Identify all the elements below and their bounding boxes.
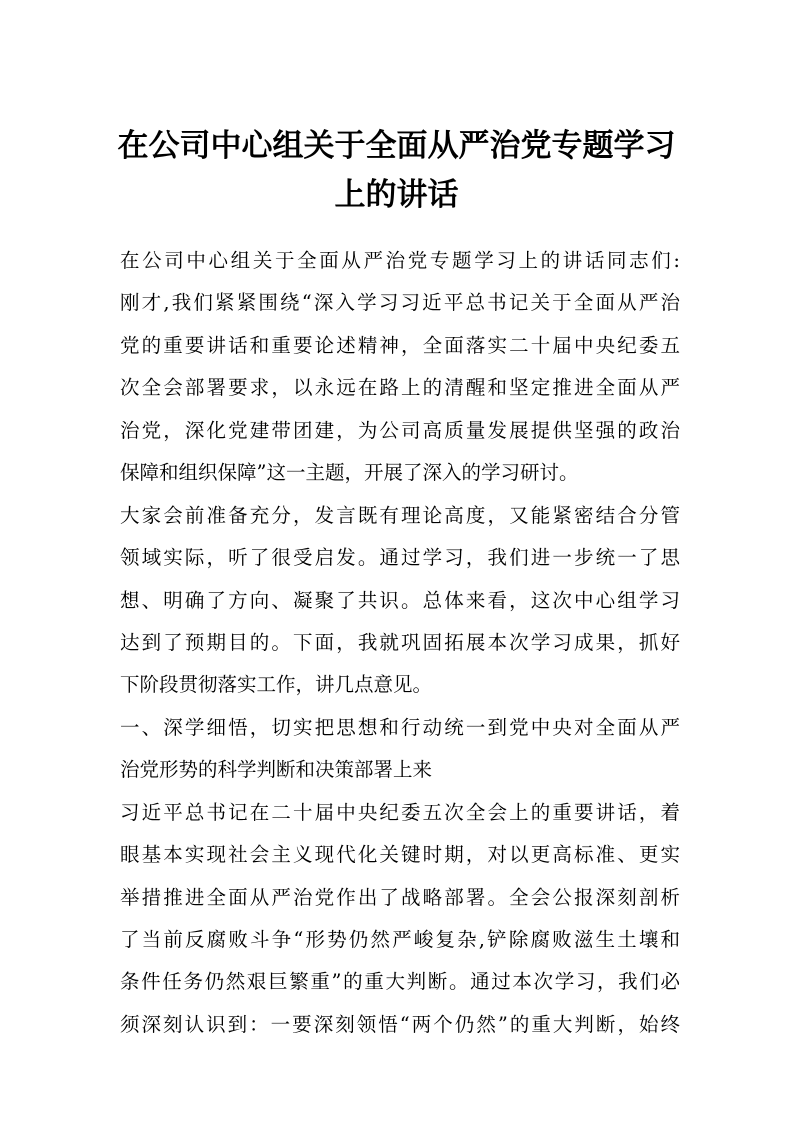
paragraph-line: 习近平总书记在二十届中央纪委五次全会上的重要讲话，着 xyxy=(120,800,680,824)
paragraph-line: 保障和组织保障”这一主题，开展了深入的学习研讨。 xyxy=(120,461,579,485)
paragraph-line: 了当前反腐败斗争“形势仍然严峻复杂,铲除腐败滋生土壤和 xyxy=(120,928,680,951)
paragraph-line: 党的重要讲话和重要论述精神，全面落实二十届中央纪委五 xyxy=(120,333,680,357)
paragraph-line: 刚才,我们紧紧围绕“深入学习习近平总书记关于全面从严治 xyxy=(120,291,680,315)
paragraph-line: 大家会前准备充分，发言既有理论高度，又能紧密结合分管 xyxy=(120,503,680,527)
document-title-line-1: 在公司中心组关于全面从严治党专题学习 xyxy=(117,128,676,164)
paragraph-line: 达到了预期目的。下面，我就巩固拓展本次学习成果，抓好 xyxy=(120,630,680,654)
document-title-line-2: 上的讲话 xyxy=(334,177,459,213)
section-heading-line: 治党形势的科学判断和决策部署上来 xyxy=(120,758,433,782)
document-body xyxy=(120,240,680,1046)
paragraph-line: 须深刻认识到：一要深刻领悟“两个仍然”的重大判断，始终 xyxy=(120,1012,680,1036)
paragraph-line: 治党，深化党建带团建，为公司高质量发展提供坚强的政治 xyxy=(120,418,680,442)
paragraph-line: 次全会部署要求，以永远在路上的清醒和坚定推进全面从严 xyxy=(120,376,680,400)
paragraph-line: 领域实际，听了很受启发。通过学习，我们进一步统一了思 xyxy=(120,546,680,570)
paragraph-line: 条件任务仍然艰巨繁重”的重大判断。通过本次学习，我们必 xyxy=(120,970,680,994)
section-heading-line: 一、深学细悟，切实把思想和行动统一到党中央对全面从严 xyxy=(120,715,680,739)
paragraph-line: 下阶段贯彻落实工作，讲几点意见。 xyxy=(120,673,433,697)
paragraph-line: 想、明确了方向、凝聚了共识。总体来看，这次中心组学习 xyxy=(120,588,680,612)
paragraph-line: 眼基本实现社会主义现代化关键时期，对以更高标准、更实 xyxy=(120,843,680,867)
paragraph-line: 在公司中心组关于全面从严治党专题学习上的讲话同志们: xyxy=(120,249,680,272)
paragraph-line: 举措推进全面从严治党作出了战略部署。全会公报深刻剖析 xyxy=(120,885,680,909)
